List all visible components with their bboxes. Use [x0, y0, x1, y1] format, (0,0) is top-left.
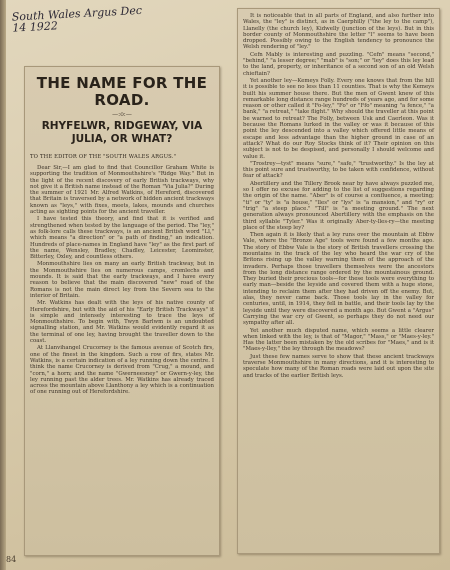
to-editor-line: TO THE EDITOR OF THE "SOUTH WALES ARGUS." [30, 154, 177, 160]
clipping-subhead: RHYFELWR, RIDGEWAY, VIA JULIA, OR WHAT? [41, 120, 203, 145]
newspaper-clipping-left [24, 66, 220, 556]
paragraph: Monmouthshire lies on many an early British trackway, but in the Monmouthshire lies on numerous camps, cromlechs and mounds. It is said that the early trackways, and I have every reason to believe that the main discovered "new" road of the Romans is not the main direct ley from the Severn sea to the interior of Britain. [30, 261, 214, 299]
paragraph: Then again it is likely that a ley runs over the mountain at Ebbw Vale, where the "Bronze Age" tools were found a few months ago. The story of Ebbw Vale is the story of British travellers crossing the mountains in the track of the ley who heard the war cry of the Britons rising up the valley warning them of the approach of the invaders. Perhaps those travellers themselves were the ancestors from the long distance range ordered by the mountainous ground. They buried their precious tools—for these tools were everything to early man—beside the leyside and covered them with a huge stone, intending to reclaim them after they had driven off the enemy. But, alas, they never came back. Those tools lay in the valley for centuries, until, in 1914, they fell in battle, and their tools lay by the leyside until they were discovered a month ago. But Gwent a "Argus" Carrying the war cry of Gwent, so perhaps they do not need our sympathy after all. [243, 232, 434, 327]
page-number: 84 [6, 555, 17, 564]
binding-spine [0, 0, 6, 570]
handwritten-annotation: South Wales Argus Dec 14 1922 [11, 3, 143, 35]
clipping-headline: THE NAME FOR THE ROAD. [36, 74, 208, 109]
paragraph: Abertillery and the Tillery Brook near by have always puzzled me, so I offer no excuse for adding to the list of suggestions regarding the origin of the name. "Aber" is of course a confluence, a meeting; "ti" or "ty" is "a house," "lles" or "lys" is "a mansion," and "ry" or "trig" "a steep place." "Till" is "a meeting ground." The next generation always pronounced Abertillery with the emphasis on the third syllable "Tyler." Was it originally Aber-ty-lles-ry—the meeting place of the steep ley? [243, 180, 434, 231]
paragraph: "Trostrey—tyst" means "sure," "safe," "trustworthy." Is the ley at this point sure and trustworthy, to be taken with confidence, without fear of attack? [243, 160, 434, 180]
paragraph: At Llanvihangel Crucorney is the famous avenue of Scotch firs, one of the finest in the kingdom. Such a row of firs, states Mr. Watkins, is a certain indication of a ley running down the centre. I think the name Crucorney is derived from "Crug," a mound, and "corn," a horn; and the name "Gwerneesney" or Gwern-y-ley, the ley running past the alder trees. Mr. Watkins has already traced across the mountain above Llanthony a ley which is a continuation of one running out of Herefordshire. [30, 345, 214, 396]
paragraph: Dear Sir,—I am glad to find that Councillor Graham White is supporting the tradition of Monmouthshire's "Ridge Way." But in the light of the recent discovery of early British trackways, why not give it a British name instead of the Roman "Via Julia?" During the summer of 1921 Mr. Alfred Watkins, of Hereford, discovered that Britain is traversed by a network of hidden ancient trackways known as "leys," with fixes, meets, lakes, mounds and churches acting as sighting points for the ancient traveller. [30, 165, 214, 216]
paragraph: Mr. Watkins has dealt with the leys of his native county of Herefordshire, but with the aid of his "Early British Trackways" it is simple and intensely interesting to trace the leys of Monmouthshire. To begin with, Twyn Barlwm is an undoubted signalling station, and Mr. Watkins would evidently regard it as the terminal of one ley, having brought the traveller down to the coast. [30, 300, 214, 345]
paragraph: It is noticeable that in all parts of England, and also further into Wales, the "ley" is distinct, as in Caerphilly ("the ley to the camp"), Llanelly (the church ley), Kidwelly (junction of the leys). But in this border county of Monmouthshire the letter "l" seems to have been dropped. Possibly owing to the English tendency to pronounce the Welsh rendering of "ley." [243, 13, 434, 51]
paragraph: I have tested this theory, and find that it is verified and strengthened when tested by the language of the period. The "ley," as folk-lore calls these trackways, is an ancient British word "Ll," which means "a direction" or "a path of finding," an indication. Hundreds of place-names in England have "ley" as the first part of the name, Wensley, Bradley, Chadley, Leicester, Leominster, Bitterley, Oxley, and countless others. [30, 216, 214, 261]
headline-ornament: —:o:— [112, 111, 132, 118]
clipping-body-left [30, 165, 214, 396]
newspaper-clipping-right [237, 8, 440, 554]
paragraph: Cefn Mably is interesting and puzzling. "Cefn" means "second," "behind," "a lesser degree;" "mab" is "son;" or "ley" does this ley lead to the land, property, or inheritance of a second son of an old Welsh chieftain? [243, 51, 434, 77]
paragraph: Yet another ley—Kemeys Folly. Every one knows that from the hill it is possible to see no less than 11 counties. That is why the Kemeys built his summer house there. But the men of Gwent knew of this remarkable long distance range hundreds of years ago, and for some reason or other called it "Fo-ley," "Fo" or "Ffo" meaning "a fence," "a bank," "a retreat," "take flight." Why should the traveller at this point be warned to retreat? The Folly, between Usk and Caerleon. Was it because the Romans lurked in the valley or was it because of this point the ley descended into a valley which offered little means of escape and less advantage than the higher ground in case of an attack? What do our Roy Stocks think of it? Their opinion on this subject is not to be despised, and personally I should welcome and value it. [243, 77, 434, 160]
clipping-body-right [243, 13, 434, 379]
paragraph: Yet another much disputed name, which seems a little clearer when linked with the ley, is that of "Magor," "Mass," or "Maes-y-ley." Has the latter been mistaken by the old scribes for "Maes," and is it "Maes-y-lley," the ley through the meadows? [243, 327, 434, 353]
paragraph: Just these few names serve to show that these ancient trackways traverse Monmouthshire in many directions, and it is interesting to speculate how many of the Roman roads were laid out upon the site and tracks of the earlier British leys. [243, 353, 434, 379]
